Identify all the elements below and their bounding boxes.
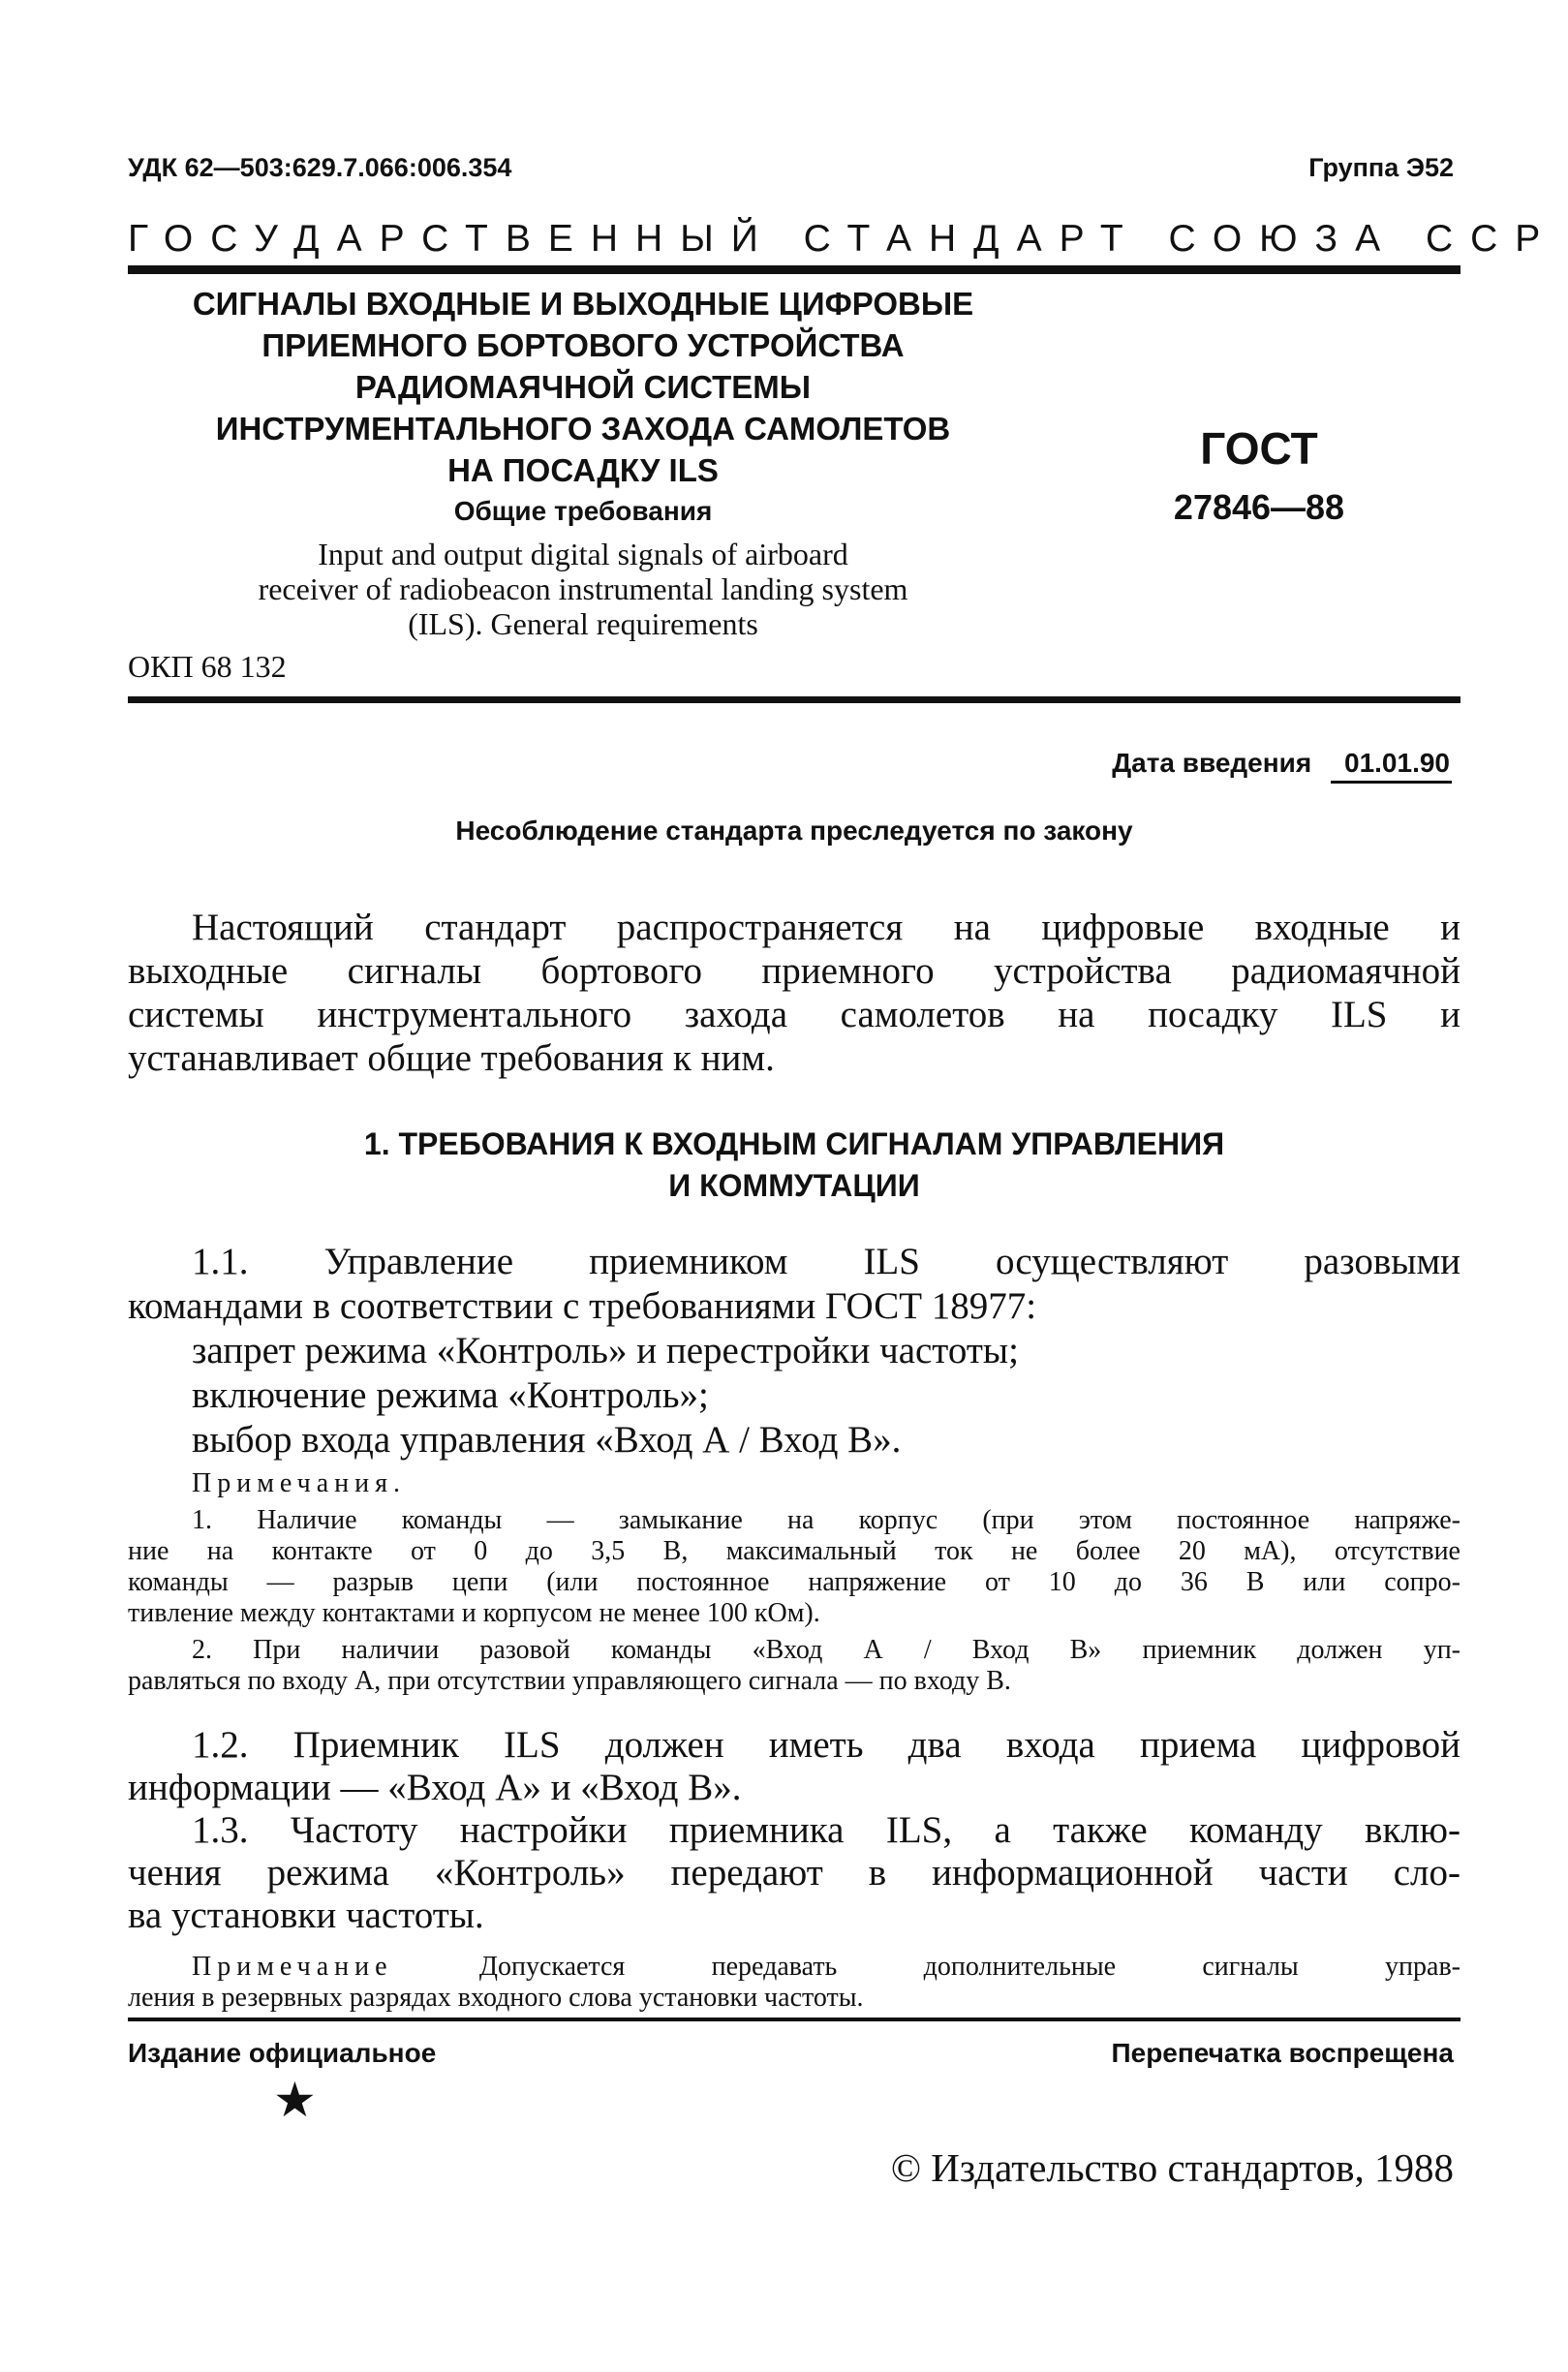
clause-line: командами в соответствии с требованиями ГОСТ 18977: (128, 1285, 1037, 1327)
note-line: команды — разрыв цепи (или постоянное напряжение от 10 до 36 В или сопро- (128, 1567, 1460, 1597)
section-heading-line: 1. ТРЕБОВАНИЯ К ВХОДНЫМ СИГНАЛАМ УПРАВЛЕНИЯ (363, 1126, 1225, 1161)
gost-label: ГОСТ (1200, 423, 1318, 474)
title-rule-bottom (128, 696, 1460, 703)
header-rule-thick (128, 265, 1460, 274)
note-line: ние на контакте от 0 до 3,5 В, максимальный ток не более 20 мА), отсутствие (128, 1536, 1460, 1566)
paragraph-line: устанавливает общие требования к ним. (128, 1037, 775, 1079)
final-note-label: Примечание (192, 1952, 393, 1982)
english-title (128, 537, 1038, 641)
command-item: запрет режима «Контроль» и перестройки частоты; (192, 1330, 1019, 1371)
final-note-text: Допускается передавать дополнительные сигналы управ- (478, 1952, 1460, 1982)
command-item: выбор входа управления «Вход А / Вход В». (192, 1419, 902, 1461)
intro-paragraph (128, 906, 1460, 1080)
note-1 (128, 1505, 1460, 1629)
clause-line: 1.1. Управление приемником ILS осуществляют разовыми (192, 1241, 1460, 1282)
section-1-heading (128, 1124, 1460, 1207)
intro-date-label: Дата введения (1112, 748, 1312, 778)
intro-date-block (1112, 748, 1452, 784)
command-list (192, 1329, 1451, 1463)
clause-line: информации — «Вход А» и «Вход В». (128, 1767, 742, 1808)
title-line: ПРИЕМНОГО БОРТОВОГО УСТРОЙСТВА (261, 327, 905, 363)
document-title (128, 283, 1038, 491)
final-note-line (128, 1952, 1460, 1983)
edition-label: Издание официальное (128, 2038, 437, 2068)
final-note-line: ления в резервных разрядах входного слова установки частоты. (128, 1983, 864, 2013)
title-line: РАДИОМАЯЧНОЙ СИСТЕМЫ (354, 369, 812, 405)
clause-line: 1.3. Частоту настройки приемника ILS, а также команду вклю- (192, 1809, 1460, 1851)
group-code: Группа Э52 (1308, 153, 1454, 182)
note-2 (128, 1635, 1460, 1697)
title-line: ИНСТРУМЕНТАЛЬНОГО ЗАХОДА САМОЛЕТОВ (215, 411, 951, 447)
footer-rule (128, 2018, 1460, 2021)
notes-label: Примечания. (192, 1468, 407, 1498)
section-heading-line: И КОММУТАЦИИ (668, 1168, 920, 1203)
note-line: равляться по входу А, при отсутствии управляющего сигнала — по входу В. (128, 1666, 1011, 1696)
english-title-line: Input and output digital signals of airboard (318, 537, 848, 571)
reprint-label: Перепечатка воспрещена (1111, 2038, 1454, 2068)
clause-line: чения режима «Контроль» передают в информационной части сло- (128, 1852, 1460, 1894)
law-notice: Несоблюдение стандарта преследуется по закону (455, 816, 1133, 846)
clause-1-1 (128, 1240, 1460, 1329)
title-line: СИГНАЛЫ ВХОДНЫЕ И ВЫХОДНЫЕ ЦИФРОВЫЕ (192, 286, 974, 322)
intro-date-value: 01.01.90 (1331, 748, 1452, 784)
final-note (128, 1952, 1460, 2014)
command-item: включение режима «Контроль»; (192, 1374, 709, 1416)
english-title-line: receiver of radiobeacon instrumental landing system (258, 571, 908, 606)
paragraph-line: Настоящий стандарт распространяется на цифровые входные и (192, 907, 1460, 948)
star-icon: ★ (273, 2073, 317, 2127)
copyright: © Издательство стандартов, 1988 (890, 2145, 1454, 2190)
gost-number: 27846—88 (1173, 487, 1345, 527)
standard-banner: ГОСУДАРСТВЕННЫЙ СТАНДАРТ СОЮЗА ССР (128, 218, 1558, 260)
paragraph-line: выходные сигналы бортового приемного устройства радиомаячной (128, 950, 1460, 992)
clause-line: 1.2. Приемник ILS должен иметь два входа приема цифровой (192, 1724, 1460, 1766)
note-line: 2. При наличии разовой команды «Вход А / Вход В» приемник должен уп- (192, 1635, 1460, 1665)
clause-1-3 (128, 1809, 1460, 1937)
note-line: 1. Наличие команды — замыкание на корпус (при этом постоянное напряже- (192, 1505, 1460, 1535)
udk-code: УДК 62—503:629.7.066:006.354 (128, 153, 512, 182)
clause-1-2 (128, 1724, 1460, 1809)
okp-code: ОКП 68 132 (128, 649, 287, 684)
paragraph-line: системы инструментального захода самолетов на посадку ILS и (128, 994, 1460, 1035)
clause-line: ва установки частоты. (128, 1895, 484, 1936)
subtitle: Общие требования (453, 496, 713, 526)
note-line: тивление между контактами и корпусом не менее 100 кОм). (128, 1598, 820, 1628)
english-title-line: (ILS). General requirements (408, 606, 758, 641)
title-line: НА ПОСАДКУ ILS (447, 452, 719, 488)
